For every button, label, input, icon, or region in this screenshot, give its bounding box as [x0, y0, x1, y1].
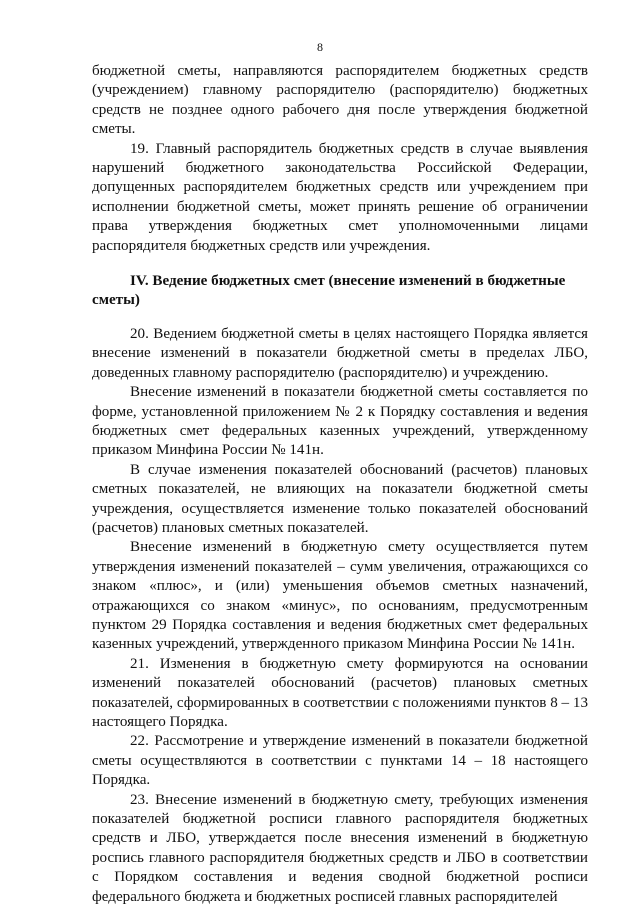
paragraph-form-note: Внесение изменений в показатели бюджетной сметы составляется по форме, установленной приложением № 2 к Порядку составления и ведения бюджетных смет федеральных казенных учреждений, утвержденному приказом Минфина России № 141н.	[92, 384, 588, 459]
paragraph-change-procedure: Внесение изменений в бюджетную смету осуществляется путем утверждения изменений показателей – сумм увеличения, отражающихся со знаком «плюс», и (или) уменьшения объемов сметных назначений, отражающихся со знаком «минус», по основаниям, предусмотренным пунктом 29 Порядка составления и ведения бюджетных смет федеральных казенных учреждений, утвержденного приказом Минфина России № 141н.	[92, 539, 588, 653]
paragraph-19: 19. Главный распорядитель бюджетных средств в случае выявления нарушений бюджетного законодательства Российской Федерации, допущенных распорядителем бюджетных средств или учреждением при исполнении бюджетной сметы, может принять решение об ограничении права утверждения бюджетных смет уполномоченными лицами распорядителя бюджетных средств или учреждения.	[92, 140, 588, 254]
paragraph-justification-change: В случае изменения показателей обоснований (расчетов) плановых сметных показателей, не влияющих на показатели бюджетной сметы учреждения, осуществляется изменение только показателей обоснований (расчетов) плановых сметных показателей.	[92, 461, 588, 536]
paragraph-21: 21. Изменения в бюджетную смету формируются на основании изменений показателей обоснований (расчетов) плановых сметных показателей, сформированных в соответствии с положениями пунктов 8 – 13 настоящего Порядка.	[92, 655, 588, 730]
section-heading: IV. Ведение бюджетных смет (внесение изменений в бюджетные сметы)	[92, 273, 566, 309]
paragraph-20: 20. Ведением бюджетной сметы в целях настоящего Порядка является внесение изменений в показатели бюджетной сметы в пределах ЛБО, доведенных главному распорядителю (распорядителю) и учреждению.	[92, 325, 588, 381]
paragraph-continuation: бюджетной сметы, направляются распорядителем бюджетных средств (учреждением) главному распорядителю (распорядителю) бюджетных средств не позднее одного рабочего дня после утверждения бюджетной сметы.	[92, 63, 588, 138]
paragraph-23: 23. Внесение изменений в бюджетную смету, требующих изменения показателей бюджетной росписи главного распорядителя бюджетных средств и ЛБО, утверждается после внесения изменений в бюджетную роспись главного распорядителя бюджетных средств и ЛБО в соответствии с Порядком составления и ведения сводной бюджетной росписи федерального бюджета и бюджетных росписей главных распорядителей	[92, 791, 588, 905]
page-number: 8	[317, 40, 323, 54]
paragraph-22: 22. Рассмотрение и утверждение изменений в показатели бюджетной сметы осуществляются в соответствии с пунктами 14 – 18 настоящего Порядка.	[92, 733, 588, 789]
